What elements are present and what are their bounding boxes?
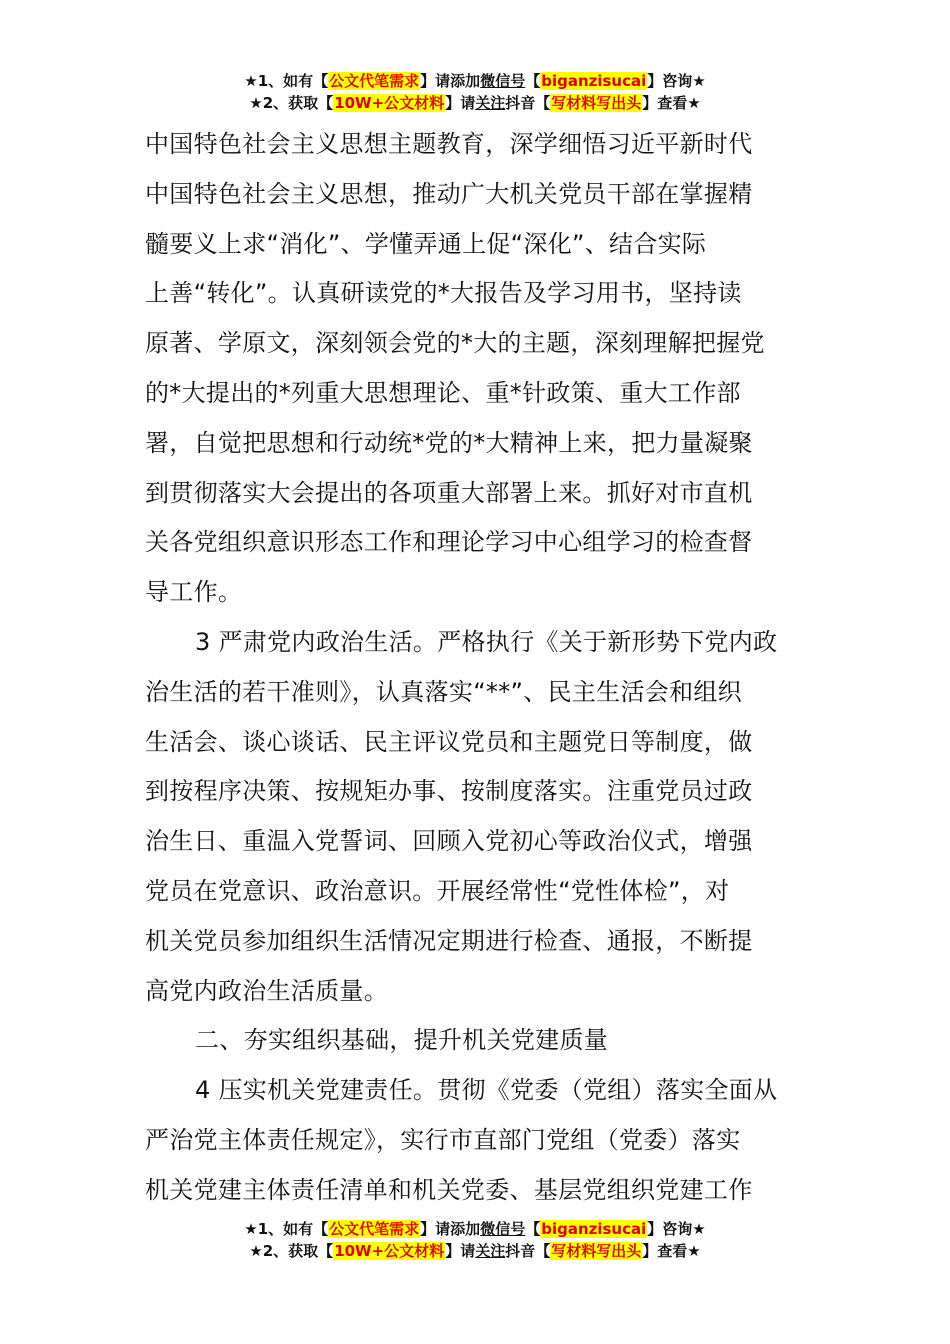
text-line: 到贯彻落实大会提出的各项重大部署上来。抓好对市直机 <box>145 478 753 507</box>
highlight-materials: 10W+公文材料 <box>334 1242 445 1260</box>
text-line: 的*大提出的*列重大思想理论、重*针政策、重大工作部 <box>145 378 741 407</box>
text-line: 到按程序决策、按规矩办事、按制度落实。注重党员过政 <box>145 777 753 806</box>
highlight-wechat-id: biganzisucai <box>541 72 647 90</box>
banner-line-1: ★1、如有【公文代笔需求】请添加微信号【biganzisucai】咨询★ <box>244 1220 706 1238</box>
text-line: 署，自觉把思想和行动统*党的*大精神上来，把力量凝聚 <box>145 428 753 457</box>
text-line: 髓要义上求“消化”、学懂弄通上促“深化”、结合实际 <box>145 229 707 258</box>
text-line: 严治党主体责任规定》，实行市直部门党组（党委）落实 <box>145 1125 741 1154</box>
paragraph-start-line: 3 严肃党内政治生活。严格执行《关于新形势下党内政 <box>195 627 778 656</box>
text-line: 党员在党意识、政治意识。开展经常性“党性体检”，对 <box>145 876 730 905</box>
text-line: 原著、学原文，深刻领会党的*大的主题，深刻理解把握党 <box>145 329 765 358</box>
highlight-service: 公文代笔需求 <box>329 72 420 90</box>
document-body <box>145 120 810 1216</box>
text-line: 中国特色社会主义思想，推动广大机关党员干部在掌握精 <box>145 179 753 208</box>
text-line: 机关党建主体责任清单和机关党委、基层党组织党建工作 <box>145 1175 753 1204</box>
text-line: 高党内政治生活质量。 <box>145 976 388 1005</box>
top-banner <box>0 70 950 114</box>
banner-line-1: ★1、如有【公文代笔需求】请添加微信号【biganzisucai】咨询★ <box>244 72 706 90</box>
highlight-materials: 10W+公文材料 <box>334 94 445 112</box>
text-line: 关各党组织意识形态工作和理论学习中心组学习的检查督 <box>145 528 753 557</box>
highlight-wechat-id: biganzisucai <box>541 1220 647 1238</box>
text-line: 治生日、重温入党誓词、回顾入党初心等政治仪式，增强 <box>145 827 753 856</box>
text-line: 治生活的若干准则》，认真落实“**”、民主生活会和组织 <box>145 677 742 706</box>
highlight-service: 公文代笔需求 <box>329 1220 420 1238</box>
text-line: 上善“转化”。认真研读党的*大报告及学习用书，坚持读 <box>145 279 742 308</box>
text-line: 机关党员参加组织生活情况定期进行检查、通报，不断提 <box>145 926 753 955</box>
text-line: 中国特色社会主义思想主题教育，深学细悟习近平新时代 <box>145 130 753 158</box>
paragraph-start-line: 4 压实机关党建责任。贯彻《党委（党组）落实全面从 <box>195 1076 778 1105</box>
highlight-douyin-id: 写材料写出头 <box>551 94 642 112</box>
text-line: 生活会、谈心谈话、民主评议党员和主题党日等制度，做 <box>145 727 753 756</box>
highlight-douyin-id: 写材料写出头 <box>551 1242 642 1260</box>
banner-line-2: ★2、获取【10W+公文材料】请关注抖音【写材料写出头】查看★ <box>249 94 701 112</box>
banner-line-2: ★2、获取【10W+公文材料】请关注抖音【写材料写出头】查看★ <box>249 1242 701 1260</box>
bottom-banner <box>0 1218 950 1262</box>
section-heading: 二、夯实组织基础，提升机关党建质量 <box>195 1026 609 1055</box>
text-line: 导工作。 <box>145 578 243 607</box>
